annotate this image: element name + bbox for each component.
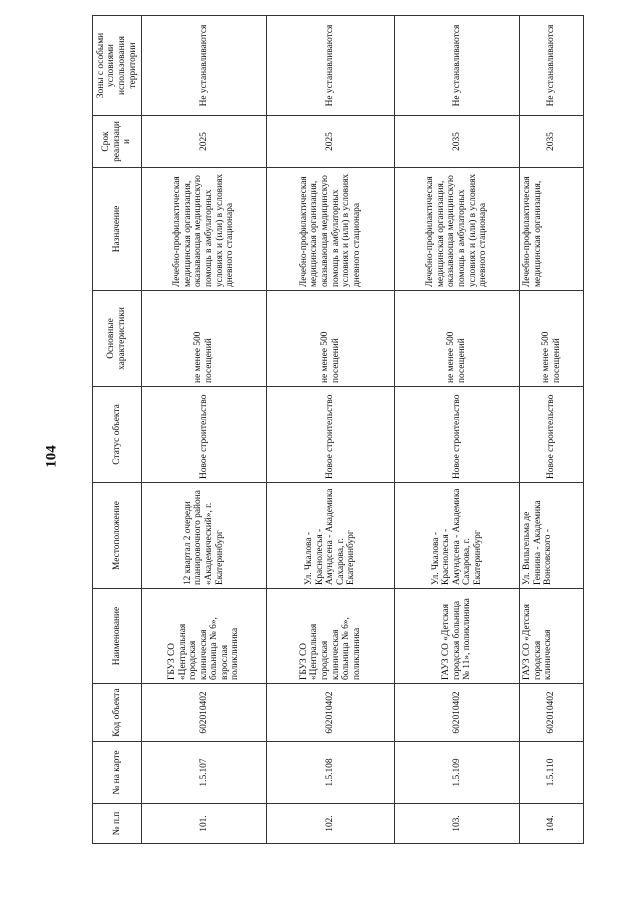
cell-characteristics: не менее 500 посещений <box>142 291 267 387</box>
cell-term: 2035 <box>520 116 584 168</box>
cell-term: 2025 <box>142 116 267 168</box>
cell-name: ГБУЗ СО «Центральная городская клиническая больница № 6», взрослая поликлиника <box>142 589 267 684</box>
cell-zones: Не устанавливаются <box>267 16 395 116</box>
cell-map: 1.5.109 <box>395 742 520 804</box>
cell-location: Ул. Вильгельма де Геннина - Академика Вонсовского - <box>520 483 584 589</box>
cell-num: 101. <box>142 804 267 844</box>
cell-term: 2025 <box>267 116 395 168</box>
cell-map: 1.5.110 <box>520 742 584 804</box>
header-status: Статус объекта <box>93 387 142 483</box>
cell-zones: Не устанавливаются <box>142 16 267 116</box>
table-row <box>520 16 584 844</box>
page-number <box>44 440 60 474</box>
cell-map: 1.5.108 <box>267 742 395 804</box>
cell-characteristics: не менее 500 посещений <box>520 291 584 387</box>
cell-zones: Не устанавливаются <box>520 16 584 116</box>
objects-table <box>92 15 584 844</box>
header-map: № на карте <box>93 742 142 804</box>
cell-characteristics: не менее 500 посещений <box>395 291 520 387</box>
cell-num: 104. <box>520 804 584 844</box>
cell-purpose: Лечебно-профилактическая медицинская организация, <box>520 168 584 291</box>
cell-zones: Не устанавливаются <box>395 16 520 116</box>
cell-purpose: Лечебно-профилактическая медицинская организация, оказывающая медицинскую помощь в амбулаторных условиях и (или) в условиях дневного стационара <box>395 168 520 291</box>
cell-code: 602010402 <box>520 684 584 742</box>
cell-map: 1.5.107 <box>142 742 267 804</box>
cell-location: 12 квартал 2 очереди планировочного района «Академический», г. Екатеринбург <box>142 483 267 589</box>
cell-num: 103. <box>395 804 520 844</box>
cell-purpose: Лечебно-профилактическая медицинская организация, оказывающая медицинскую помощь в амбулаторных условиях и (или) в условиях дневного стационара <box>267 168 395 291</box>
cell-num: 102. <box>267 804 395 844</box>
cell-name: ГАУЗ СО «Детская городская клиническая <box>520 589 584 684</box>
table-row <box>267 16 395 844</box>
cell-code: 602010402 <box>267 684 395 742</box>
header-characteristics: Основные характеристики <box>93 291 142 387</box>
header-name: Наименование <box>93 589 142 684</box>
cell-location: Ул. Чкалова - Краснолесья - Амундсена - Академика Сахарова, г. Екатеринбург <box>267 483 395 589</box>
cell-characteristics: не менее 500 посещений <box>267 291 395 387</box>
header-code: Код объекта <box>93 684 142 742</box>
cell-location: Ул. Чкалова - Краснолесья - Амундсена - Академика Сахарова, г. Екатеринбург <box>395 483 520 589</box>
cell-name: ГАУЗ СО «Детская городская больница № 11», поликлиника <box>395 589 520 684</box>
header-location: Местоположение <box>93 483 142 589</box>
cell-code: 602010402 <box>142 684 267 742</box>
rotated-table-wrapper <box>92 16 578 844</box>
header-purpose: Назначение <box>93 168 142 291</box>
cell-purpose: Лечебно-профилактическая медицинская организация, оказывающая медицинскую помощь в амбулаторных условиях и (или) в условиях дневного стационара <box>142 168 267 291</box>
cell-status: Новое строительство <box>142 387 267 483</box>
header-num: № п.п <box>93 804 142 844</box>
cell-status: Новое строительство <box>520 387 584 483</box>
header-zones: Зоны с особыми условиями использования территории <box>93 16 142 116</box>
cell-term: 2035 <box>395 116 520 168</box>
header-term: Срок реализации <box>93 116 142 168</box>
cell-name: ГБУЗ СО «Центральная городская клиническая больница № 6», поликлиника <box>267 589 395 684</box>
cell-code: 602010402 <box>395 684 520 742</box>
cell-status: Новое строительство <box>267 387 395 483</box>
cell-status: Новое строительство <box>395 387 520 483</box>
table-row <box>395 16 520 844</box>
page-number-text: 104 <box>43 445 60 468</box>
table-header-row <box>93 16 142 844</box>
table-row <box>142 16 267 844</box>
